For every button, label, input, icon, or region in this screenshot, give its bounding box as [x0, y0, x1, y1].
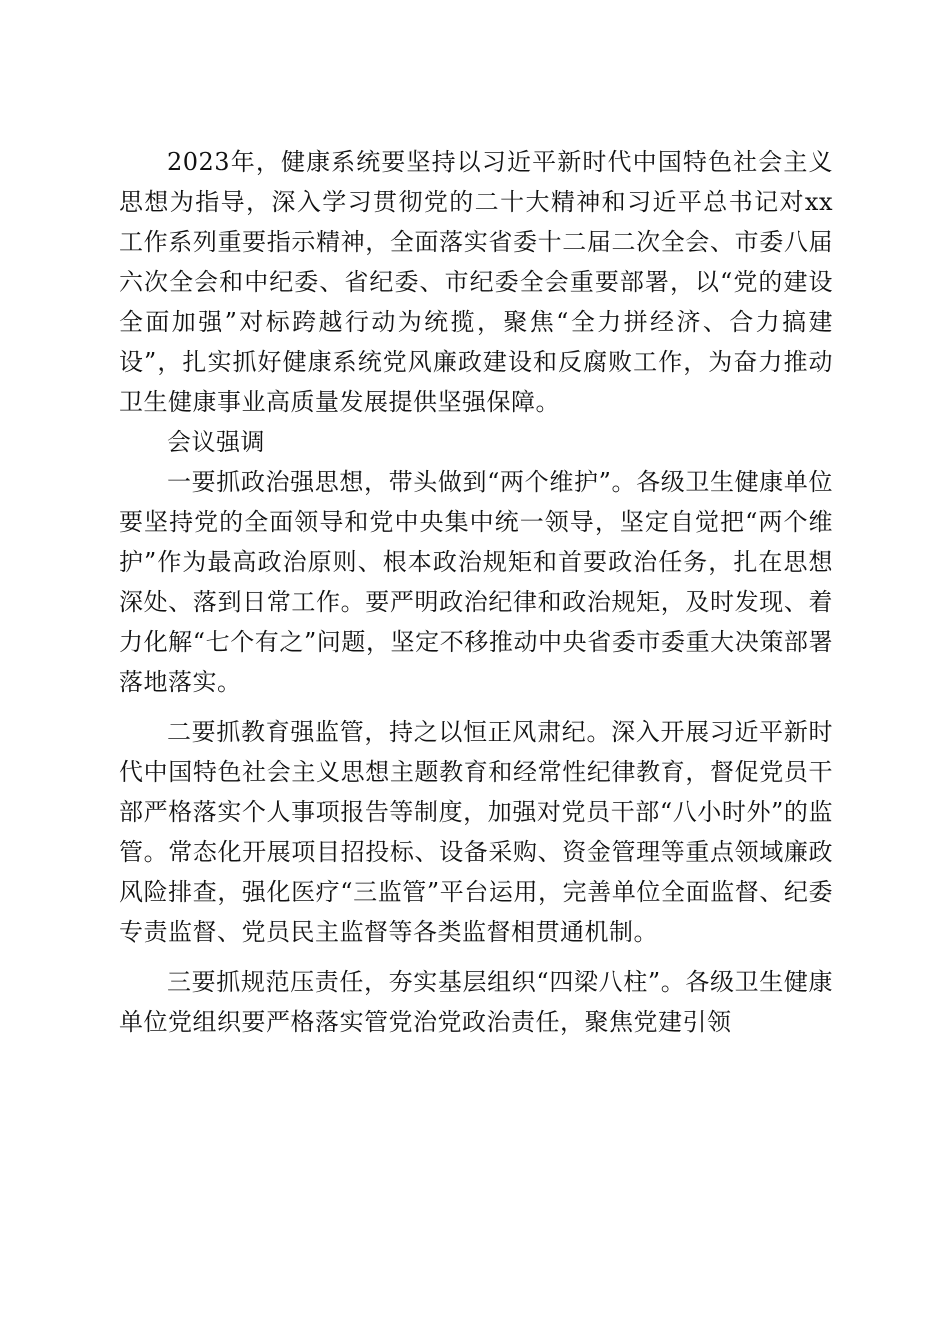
paragraph-point-two: 二要抓教育强监管，持之以恒正风肃纪。深入开展习近平新时代中国特色社会主义思想主题教育和经常性纪律教育，督促党员干部严格落实个人事项报告等制度，加强对党员干部“八小时外”的监管。常态化开展项目招投标、设备采购、资金管理等重点领域廉政风险排查，强化医疗“三监管”平台运用，完善单位全面监督、纪委专责监督、党员民主监督等各类监督相贯通机制。: [119, 718, 833, 946]
paragraph-intro: 2023年，健康系统要坚持以习近平新时代中国特色社会主义思想为指导，深入学习贯彻党的二十大精神和习近平总书记对xx工作系列重要指示精神，全面落实省委十二届二次全会、市委八届六次全会和中纪委、省纪委、市纪委全会重要部署，以“党的建设全面加强”对标跨越行动为统揽，聚焦“全力拼经济、合力搞建设”，扎实抓好健康系统党风廉政建设和反腐败工作，为奋力推动卫生健康事业高质量发展提供坚强保障。: [119, 148, 833, 416]
section-heading: 会议强调: [167, 428, 265, 456]
paragraph-point-one: 一要抓政治强思想，带头做到“两个维护”。各级卫生健康单位要坚持党的全面领导和党中央集中统一领导，坚定自觉把“两个维护”作为最高政治原则、根本政治规矩和首要政治任务，扎在思想深处、落到日常工作。要严明政治纪律和政治规矩，及时发现、着力化解“七个有之”问题，坚定不移推动中央省委市委重大决策部署落地落实。: [119, 468, 833, 696]
document-body: [119, 142, 833, 1042]
paragraph-point-three: 三要抓规范压责任，夯实基层组织“四梁八柱”。各级卫生健康单位党组织要严格落实管党治党政治责任，聚焦党建引领: [119, 968, 833, 1036]
